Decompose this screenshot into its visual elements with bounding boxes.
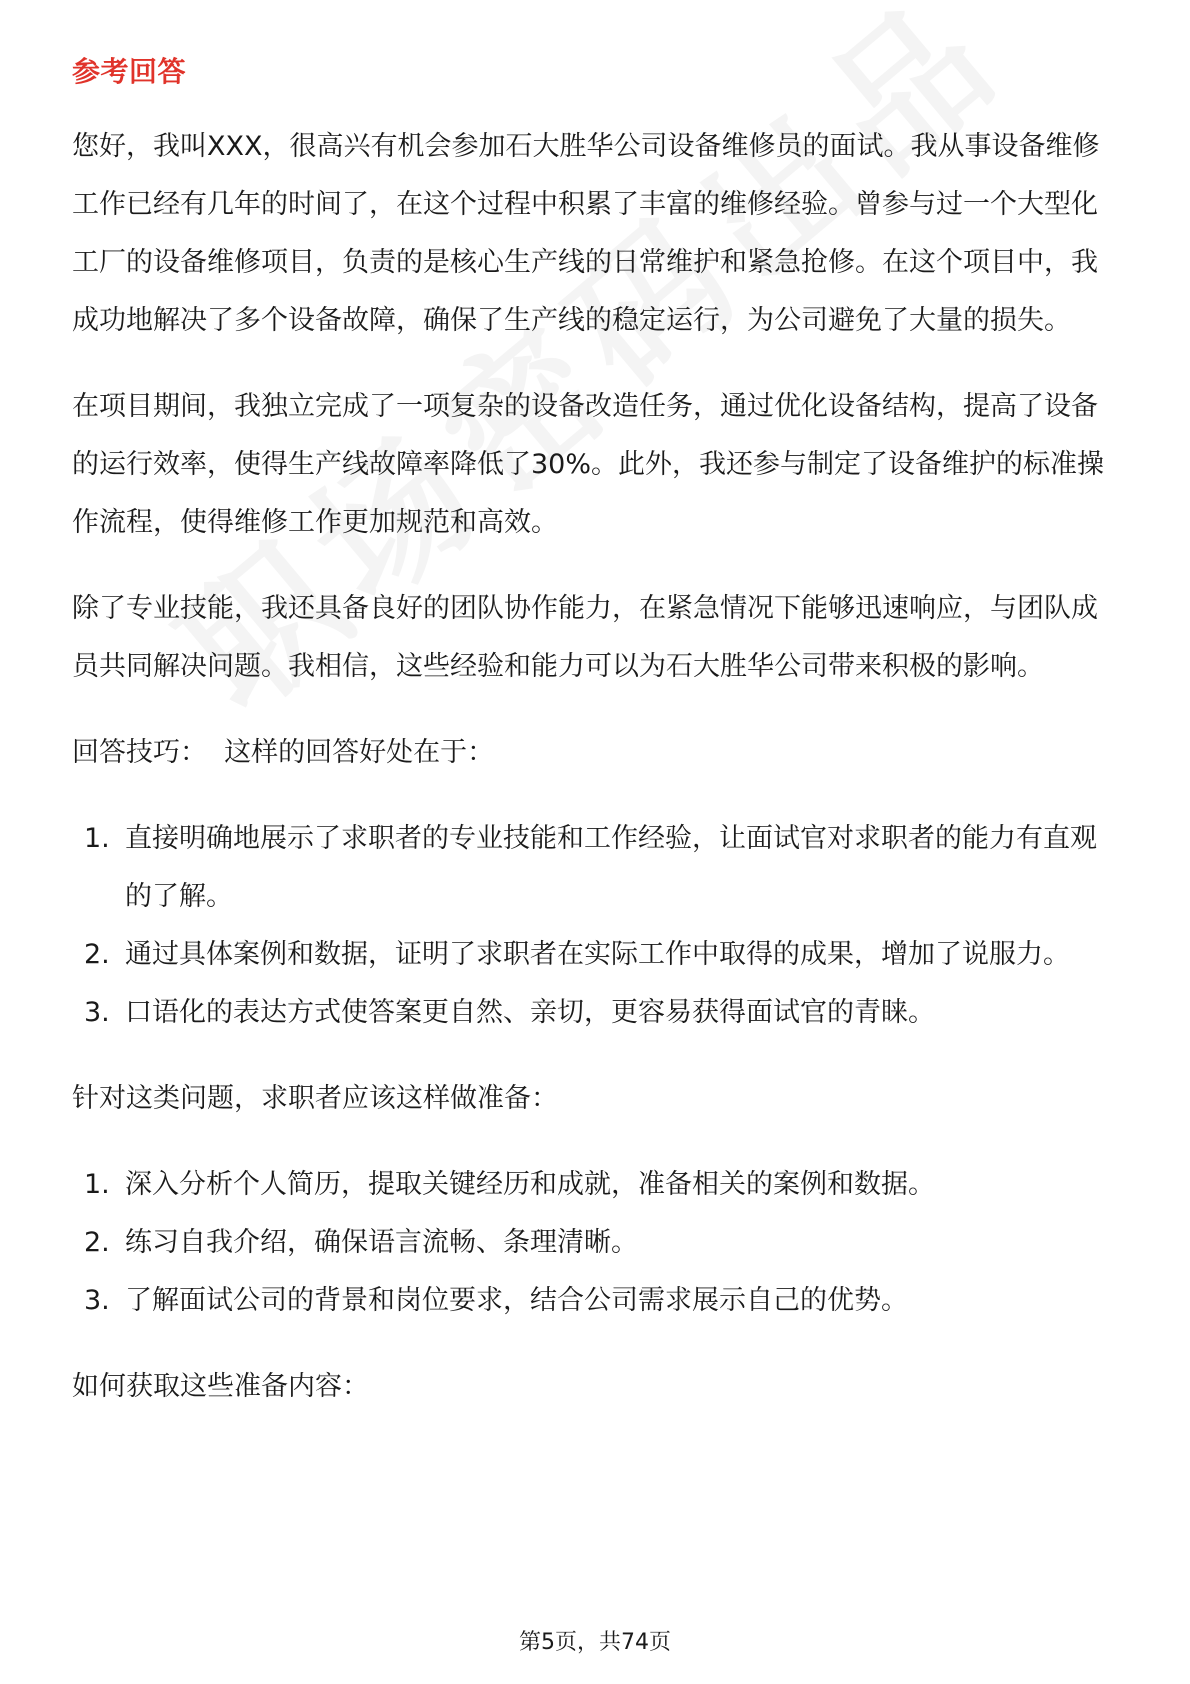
section-title: 参考回答 <box>72 55 187 88</box>
page-footer: 第5页，共74页 <box>519 1630 671 1655</box>
list-number: 1. <box>84 1169 110 1200</box>
list-number: 3. <box>84 1285 110 1316</box>
list-item <box>72 810 1122 926</box>
list-number: 3. <box>84 997 110 1028</box>
list-number: 2. <box>84 1227 110 1258</box>
answer-content <box>72 118 1122 1444</box>
prep-heading: 针对这类问题，求职者应该这样做准备： <box>72 1083 558 1114</box>
tips-list <box>72 810 1122 1042</box>
list-item-text: 通过具体案例和数据，证明了求职者在实际工作中取得的成果，增加了说服力。 <box>125 939 1070 970</box>
obtain-heading: 如何获取这些准备内容： <box>72 1371 369 1402</box>
list-item-text: 直接明确地展示了求职者的专业技能和工作经验，让面试官对求职者的能力有直观的了解。 <box>125 823 1097 912</box>
paragraph: 在项目期间，我独立完成了一项复杂的设备改造任务，通过优化设备结构，提高了设备的运行效率，使得生产线故障率降低了30%。此外，我还参与制定了设备维护的标准操作流程，使得维修工作更加规范和高效。 <box>72 391 1105 538</box>
prep-list <box>72 1156 1122 1330</box>
list-item-text: 练习自我介绍，确保语言流畅、条理清晰。 <box>125 1227 638 1258</box>
list-item-text: 口语化的表达方式使答案更自然、亲切，更容易获得面试官的青睐。 <box>125 997 935 1028</box>
paragraph: 您好，我叫XXX，很高兴有机会参加石大胜华公司设备维修员的面试。我从事设备维修工作已经有几年的时间了，在这个过程中积累了丰富的维修经验。曾参与过一个大型化工厂的设备维修项目，负责的是核心生产线的日常维护和紧急抢修。在这个项目中，我成功地解决了多个设备故障，确保了生产线的稳定运行，为公司避免了大量的损失。 <box>72 131 1100 336</box>
list-item <box>72 1214 1122 1272</box>
list-item <box>72 1272 1122 1330</box>
list-item <box>72 1156 1122 1214</box>
paragraph: 除了专业技能，我还具备良好的团队协作能力，在紧急情况下能够迅速响应，与团队成员共同解决问题。我相信，这些经验和能力可以为石大胜华公司带来积极的影响。 <box>72 593 1098 682</box>
list-item-text: 了解面试公司的背景和岗位要求，结合公司需求展示自己的优势。 <box>125 1285 908 1316</box>
list-item-text: 深入分析个人简历，提取关键经历和成就，准备相关的案例和数据。 <box>125 1169 935 1200</box>
list-item <box>72 984 1122 1042</box>
list-number: 1. <box>84 823 110 854</box>
tips-heading: 回答技巧： 这样的回答好处在于： <box>72 737 495 768</box>
list-number: 2. <box>84 939 110 970</box>
list-item <box>72 926 1122 984</box>
